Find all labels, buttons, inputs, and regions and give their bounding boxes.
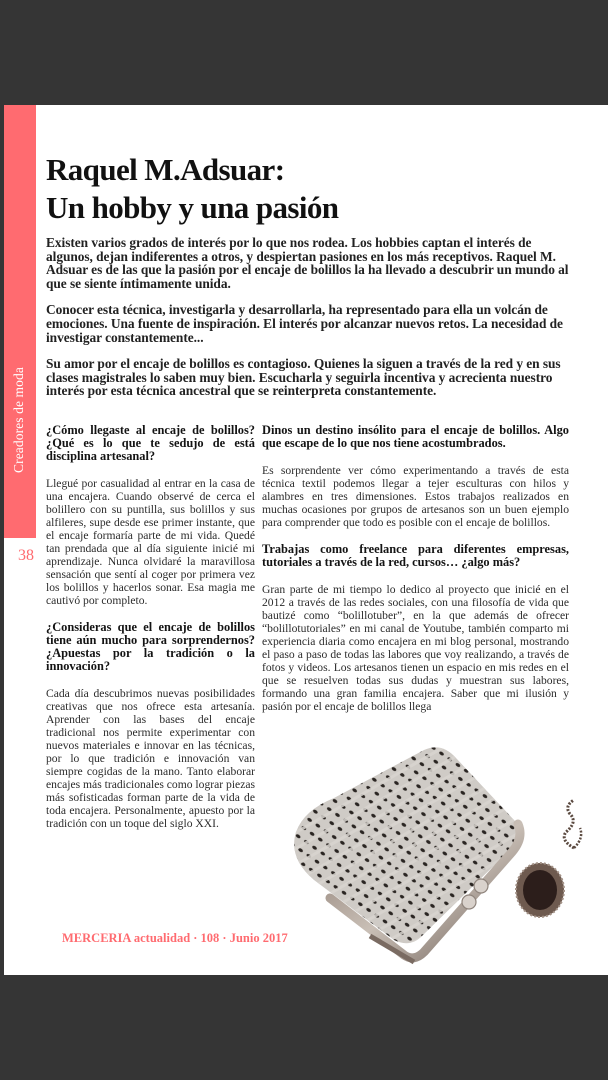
article-intro (46, 236, 570, 411)
section-label: Creadores de moda (11, 367, 26, 473)
article-title (46, 151, 338, 227)
lace-purse-photo (274, 740, 608, 970)
title-line-2: Un hobby y una pasión (46, 190, 339, 225)
left-column (46, 424, 255, 844)
magazine-footer: MERCERIA actualidad · 108 · Junio 2017 (62, 931, 288, 945)
interview-answer: Cada día descubrimos nuevas posibilidades creativas que nos ofrece esta artesanía. Aprender con las bases del encaje tradicional nos permite experimentar con nuevos materiales e innovar en las técnicas, por lo que tradición e innovación van siempre cogidas de la mano. Tanto elaborar encajes más tradicionales como lograr piezas más sofisticadas forman parte de la vida de toda encajera. Personalmente, apuesto por la tradición con un toque del siglo XXI. (46, 687, 255, 830)
page-number: 38 (18, 547, 34, 564)
interview-answer: Llegué por casualidad al entrar en la casa de una encajera. Cuando observé de cerca el bolillero con su puntilla, sus bolillos y sus alfileres, supe desde ese primer instante, que el encaje formaría parte de mi vida. Quedé tan prendada que al día siguiente inicié mi aprendizaje. Nunca olvidaré la maravillosa sensación que sentí al coger por primera vez los bolillos y hacerlos sonar. Esa magia me cautivó por completo. (46, 477, 255, 607)
interview-answer: Es sorprendente ver cómo experimentando a través de esta técnica textil podemos llegar a tejer esculturas con hilos y alambres en tres dimensiones. Estos trabajos realizados en muchas ocasiones por grupos de artesanos son un buen ejemplo para comprender que todo es posible con el encaje de bolillos. (262, 464, 569, 529)
interview-question: Trabajas como freelance para diferentes empresas, tutoriales a través de la red, cursos… ¿algo más? (262, 542, 569, 569)
intro-paragraph: Existen varios grados de interés por lo que nos rodea. Los hobbies captan el interés de algunos, dejan indiferentes a otros, y despiertan pasiones en los más receptivos. Raquel M. Adsuar es de las que la pasión por el encaje de bolillos la ha llevado a descubrir un mundo al que se siente íntimamente unida. (46, 235, 569, 291)
magazine-page (4, 105, 608, 975)
title-line-1: Raquel M.Adsuar: (46, 152, 285, 187)
intro-paragraph: Conocer esta técnica, investigarla y desarrollarla, ha representado para ella un volcán de emociones. Una fuente de inspiración. El interés por alcanzar nuevos retos. La necesidad de investigar constantemente... (46, 302, 563, 345)
interview-answer: Gran parte de mi tiempo lo dedico al proyecto que inicié en el 2012 a través de las redes sociales, con una filosofía de vida que bautizé como “bolillotuber”, en la que además de ofrecer “bolillotutoriales” en mi canal de Youtube, también comparto mi experiencia diaria como encajera en mi blog personal, mostrando el paso a paso de todas las labores que voy realizando, a través de fotos y videos. Los artesanos tienen un espacio en mis redes en el que se resuelven todas sus dudas y muestran sus labores, formando una gran familia encajera. Saber que mi ilusión y pasión por el encaje de bolillos llega (262, 583, 569, 713)
intro-paragraph: Su amor por el encaje de bolillos es contagioso. Quienes la siguen a través de la red y en sus clases magistrales lo saben muy bien. Escucharla y seguirla incentiva y acrecienta nuestro interés por esta técnica ancestral que se reinterpreta constantemente. (46, 356, 561, 399)
interview-question: ¿Cómo llegaste al encaje de bolillos? ¿Qué es lo que te sedujo de está disciplina artesanal? (46, 423, 255, 463)
interview-question: ¿Consideras que el encaje de bolillos tiene aún mucho para sorprendernos? ¿Apuestas por la tradición o la innovación? (46, 620, 255, 673)
section-sidebar (4, 105, 36, 538)
right-column (262, 424, 569, 727)
interview-question: Dinos un destino insólito para el encaje de bolillos. Algo que escape de lo que nos tiene acostumbrados. (262, 423, 569, 450)
